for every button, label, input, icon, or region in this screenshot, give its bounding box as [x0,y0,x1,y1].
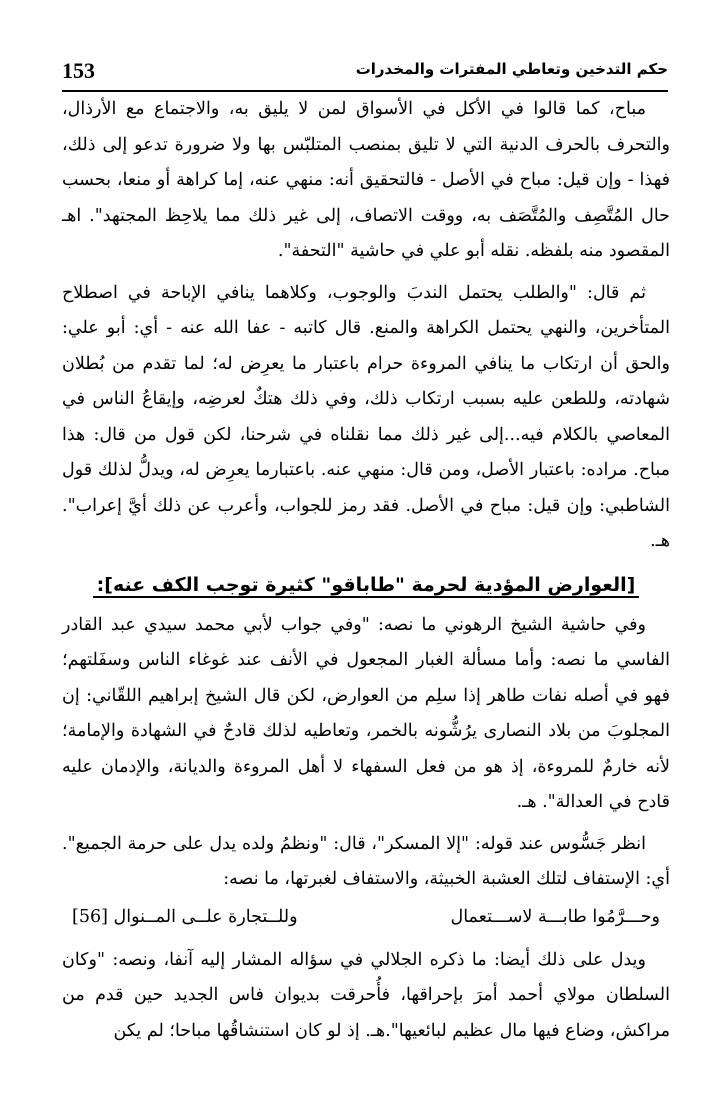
verse-right-hemistich: وحـــرَّمُوا طابـــة لاســـتعمال [450,906,660,927]
page-header [62,52,668,92]
page-number: 153 [62,58,95,83]
paragraph: وفي حاشية الشيخ الرهوني ما نصه: "وفي جواب لأبي محمد سيدي عبد القادر الفاسي ما نصه: وأما مسألة الغبار المجعول في الأنف عند غوغاء الناس وسفَلتهم؛ فهو في أصله نفات طاهر إذا سلِم من العوارض، لكن قال الشيخ إبراهيم اللقّاني: إن المجلوبَ من بلاد النصارى يرُشُّونه بالخمر، وتعاطيه لذلك قادحٌ في الشهادة والإمامة؛ لأنه خارمٌ للمروءة، إذ هو من فعل السفهاء لا أهل المروءة والديانة، والإدمان عليه قادح في العدالة". هـ. [62,614,670,812]
poetry-verse [72,900,660,935]
paragraph: انظر جَسُّوس عند قوله: "إلا المسكر"، قال: "ونظمُ ولده يدل على حرمة الجميع". أي: الإستفاف لتلك العشبة الخبيثة، والاستفاف لغبرتها، ما نصه: [62,833,670,889]
paragraph: مباح، كما قالوا في الأكل في الأسواق لمن لا يليق به، والاجتماع مع الأرذال، والتحرف بالحرف الدنية التي لا تليق بمنصب المتلبّس بها ولا ضرورة تدعو إلى ذلك، فهذا - وإن قيل: مباح في الأصل - فالتحقيق أنه: منهي عنه، إما كراهة أو منعا، بحسب حال المُتَّصِف والمُتَّصَف به، ووقت الاتصاف، إلى غير ذلك مما يلاحِظ المجتهد". اهـ المقصود منه بلفظه. نقله أبو علي في حاشية "التحفة". [62,99,670,261]
verse-left-hemistich: وللــتجارة علــى المــنوال [56] [72,906,298,927]
paragraph: ويدل على ذلك أيضا: ما ذكره الجلالي في سؤاله المشار إليه آنفا، ونصه: "وكان السلطان مولاي أحمد أمرَ بإحراقها، فأُحرقت بديوان فاس الجديد حين قدم من مراكش، وضاع فيها مال عظيم لبائعيها".هـ. إذ لو كان استنشاقُها مباحا؛ لم يكن [62,949,670,1041]
section-heading-text: [العوارض المؤدية لحرمة "طاباقو" كثيرة توجب الكف عنه]: [93,574,640,598]
section-heading [62,568,670,602]
page-body [62,92,670,1049]
paragraph: ثم قال: "والطلب يحتمل الندبَ والوجوب، وكلاهما ينافي الإباحة في اصطلاح المتأخرين، والنهي يحتمل الكراهة والمنع. قال كاتبه - عفا الله عنه - أي: أبو علي: والحق أن ارتكاب ما ينافي المروءة حرام باعتبار ما يعرِض له؛ لما تقدم من بُطلان شهادته، وللطعن عليه بسبب ارتكاب ذلك، وفي ذلك هتكٌ لعرضِه، وإيقاعُ الناس في المعاصي بالكلام فيه...إلى غير ذلك مما نقلناه في شرحنا، لكن قول من قال: هذا مباح. مراده: باعتبار الأصل، ومن قال: منهي عنه. باعتبارما يعرِض له، ويدلُّ لذلك قول الشاطبي: وإن قيل: مباح في الأصل. فقد رمز للجواب، وأعرب عن ذلك أيَّ إعراب". هـ. [62,282,670,551]
running-title: حكم التدخين وتعاطي المفترات والمخدرات [355,60,668,78]
